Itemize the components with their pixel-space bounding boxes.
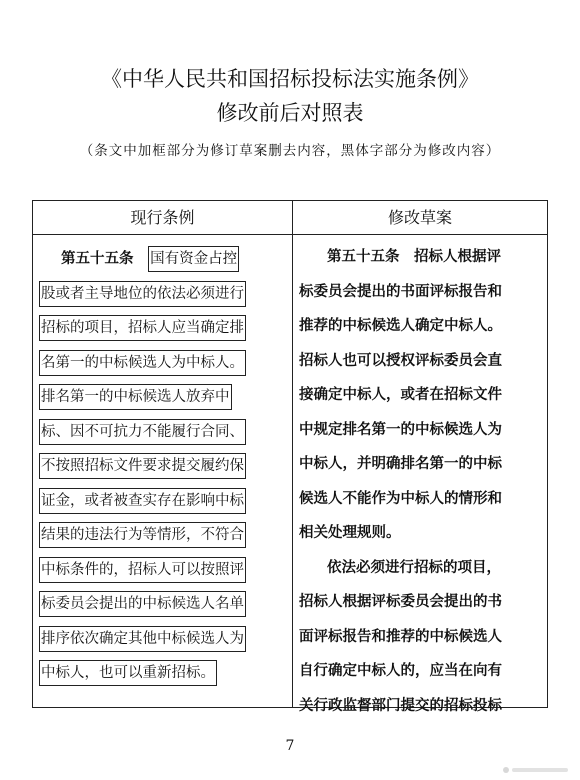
right-line: 自行确定中标人的，应当在向有	[299, 662, 502, 679]
right-line: 招标人也可以授权评标委员会直	[299, 351, 502, 369]
deleted-text-box: 股或者主导地位的依法必须进行	[39, 281, 246, 307]
deleted-text-box: 结果的违法行为等情形，不符合	[39, 522, 246, 548]
left-line	[39, 485, 289, 520]
left-line	[39, 278, 289, 313]
right-line: 中标人，并明确排名第一的中标	[299, 455, 502, 472]
deleted-text-box: 标、因不可抗力不能履行合同、	[39, 419, 246, 445]
left-line	[39, 312, 289, 347]
right-line: 第五十五条 招标人根据评	[327, 248, 501, 265]
page-number: 7	[285, 738, 295, 754]
comparison-table	[32, 200, 548, 714]
deleted-text-box: 证金，或者被查实存在影响中标	[39, 488, 246, 514]
left-line	[39, 450, 289, 485]
right-line: 招标人根据评标委员会提出的书	[299, 593, 502, 610]
deleted-text-box: 招标的项目，招标人应当确定排	[39, 315, 246, 341]
deleted-text-box: 国有资金占控	[148, 246, 239, 272]
left-line	[39, 657, 289, 692]
right-line: 中规定排名第一的中标候选人为	[299, 420, 502, 438]
watermark-icon	[502, 764, 572, 776]
editorial-note: （条文中加框部分为修订草案删去内容，黑体字部分为修改内容）	[79, 143, 501, 159]
left-line	[39, 519, 289, 554]
draft-amendment-column	[299, 243, 545, 726]
right-line: 推荐的中标候选人确定中标人。	[299, 317, 502, 334]
document-title: 《中华人民共和国招标投标法实施条例》	[101, 67, 479, 91]
deleted-text-box: 中标人，也可以重新招标。	[39, 660, 217, 686]
deleted-text-box: 名第一的中标候选人为中标人。	[39, 350, 246, 376]
deleted-text-box: 标委员会提出的中标候选人名单	[39, 591, 246, 617]
deleted-text-box: 中标条件的，招标人可以按照评	[39, 557, 246, 583]
header-current-regulation: 现行条例	[130, 208, 195, 227]
left-line	[39, 243, 289, 278]
left-line	[39, 381, 289, 416]
left-line	[39, 554, 289, 589]
header-draft-amendment: 修改草案	[387, 208, 452, 227]
deleted-text-box: 不按照招标文件要求提交履约保	[39, 453, 246, 479]
current-regulation-column	[39, 243, 289, 692]
right-line: 关行政监督部门提交的招标投标	[299, 696, 502, 714]
left-line	[39, 623, 289, 658]
left-line	[39, 588, 289, 623]
right-line: 面评标报告和推荐的中标候选人	[299, 627, 502, 645]
document-subtitle: 修改前后对照表	[216, 101, 364, 125]
right-line: 依法必须进行招标的项目，	[327, 558, 501, 576]
header-divider	[33, 234, 547, 235]
right-line: 相关处理规则。	[299, 524, 401, 541]
right-line: 候选人不能作为中标人的情形和	[299, 489, 502, 507]
left-line	[39, 347, 289, 382]
column-divider	[292, 201, 293, 707]
right-line: 标委员会提出的书面评标报告和	[299, 282, 502, 300]
left-line	[39, 416, 289, 451]
right-line: 接确定中标人，或者在招标文件	[299, 386, 502, 403]
article-number: 第五十五条	[61, 250, 134, 267]
deleted-text-box: 排名第一的中标候选人放弃中	[39, 384, 232, 410]
deleted-text-box: 排序依次确定其他中标候选人为	[39, 626, 246, 652]
